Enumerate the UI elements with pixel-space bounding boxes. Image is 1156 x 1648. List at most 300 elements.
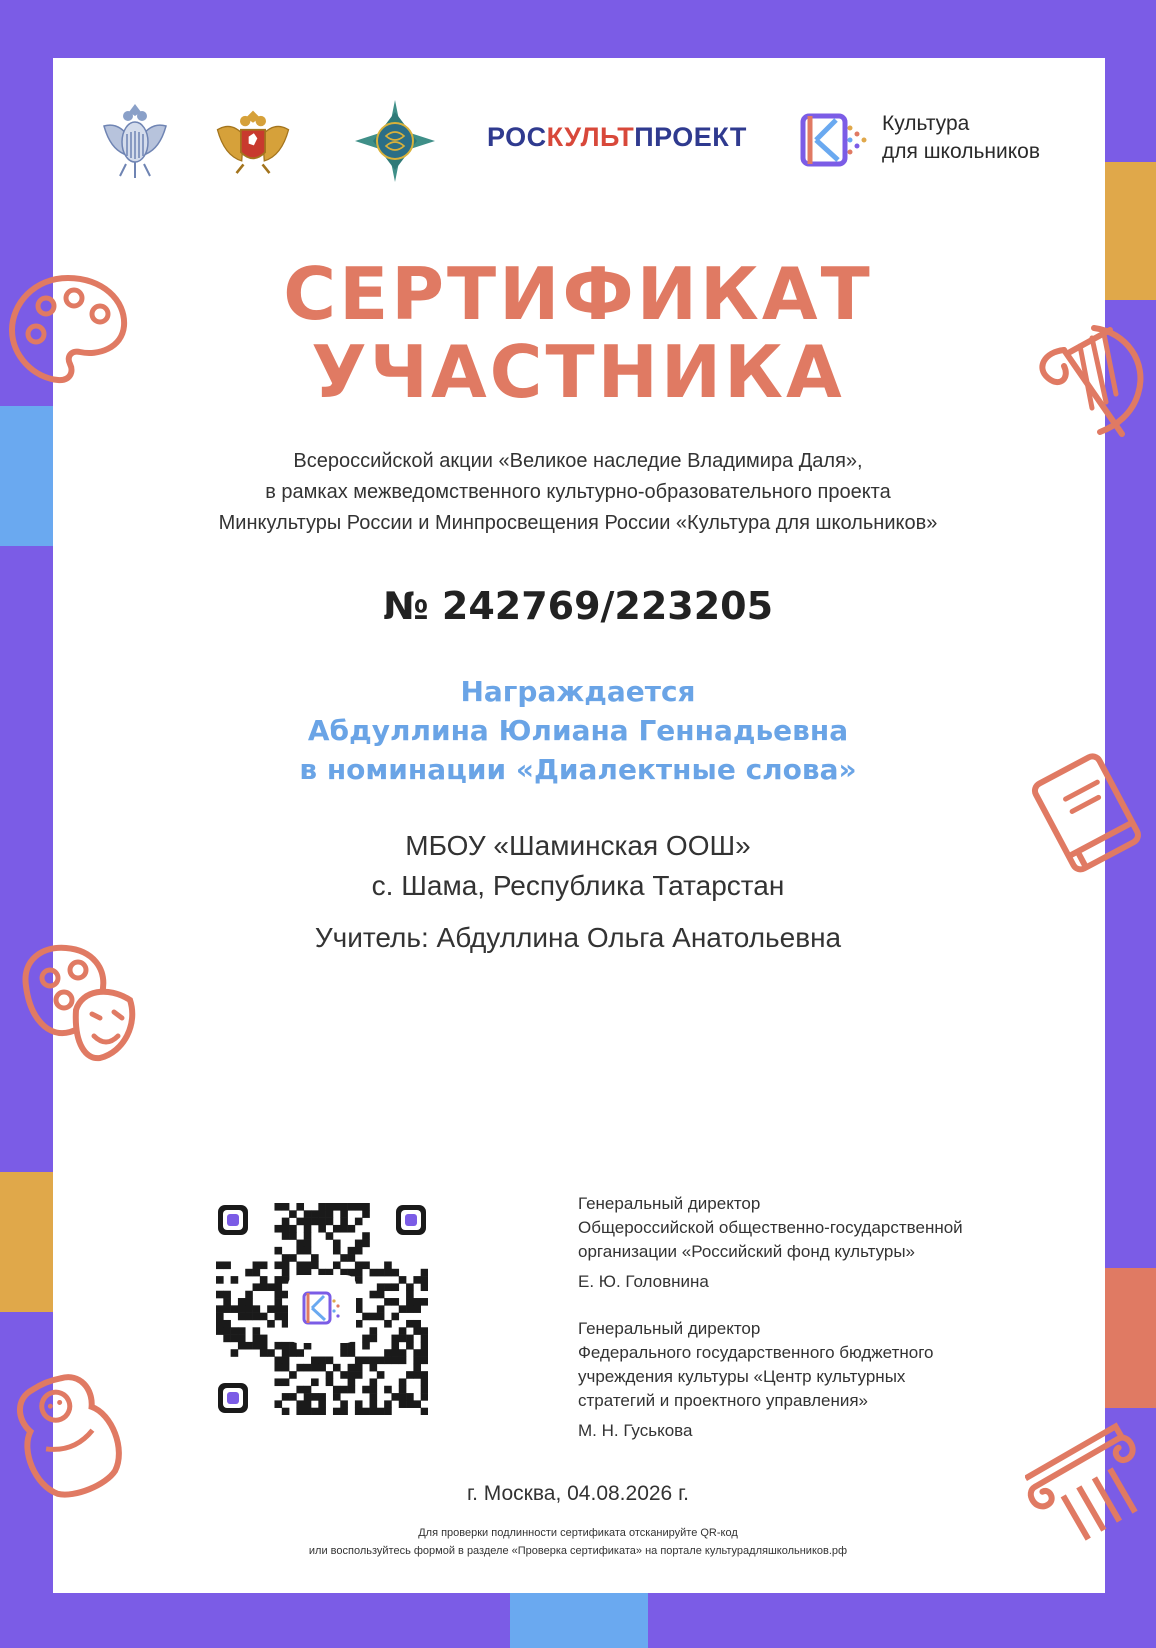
qr-module [333,1247,341,1255]
qr-module [311,1254,319,1262]
culture-fund-emblem-icon [350,98,440,184]
qr-module [406,1371,414,1379]
qr-module [311,1364,319,1372]
qr-module [384,1298,392,1306]
qr-module [318,1218,326,1226]
qr-module [413,1357,421,1365]
award-block [0,672,1156,789]
qr-module [421,1357,428,1365]
qr-module [282,1225,290,1233]
qr-module [370,1313,378,1321]
qr-module [304,1247,312,1255]
qr-module [413,1371,421,1379]
qr-module [245,1291,253,1299]
qr-module [311,1218,319,1226]
qr-module [231,1305,239,1313]
qr-module [238,1342,246,1350]
qr-module [355,1364,363,1372]
qr-module [355,1276,363,1284]
qr-module [399,1349,407,1357]
nesting-doll-icon [12,1370,122,1498]
qr-module [245,1298,253,1306]
qr-module [340,1371,348,1379]
qr-module [231,1276,239,1284]
signatory-1-position-line3: организации «Российский фонд культуры» [578,1242,916,1261]
qr-module [253,1342,261,1350]
qr-module [253,1261,261,1269]
qr-module [333,1408,341,1415]
qr-module [413,1400,421,1408]
qr-module [274,1364,282,1372]
qr-module [333,1393,341,1401]
qr-module [282,1261,290,1269]
qr-module [231,1327,239,1335]
intro-line3: Минкультуры России и Минпросвещения России «Культура для школьников» [218,512,938,534]
qr-module [413,1320,421,1328]
qr-module [282,1254,290,1262]
qr-module [362,1232,370,1240]
qr-module [377,1291,385,1299]
kultura-dlya-shkolnikov-logo-text [882,110,1040,166]
qr-module [421,1283,428,1291]
qr-finder-bottom-left [218,1383,248,1413]
qr-module [370,1327,378,1335]
qr-module [231,1349,239,1357]
qr-module [274,1283,282,1291]
qr-module [355,1247,363,1255]
qr-module [421,1269,428,1277]
qr-module [399,1276,407,1284]
qr-module [362,1335,370,1343]
qr-module [318,1210,326,1218]
certificate-number: № 242769/223205 [382,584,774,628]
qr-module [311,1408,319,1415]
qr-module [238,1335,246,1343]
qr-module [216,1276,224,1284]
qr-module [391,1357,399,1365]
qr-module [370,1378,378,1386]
qr-module [421,1327,428,1335]
qr-module [333,1203,341,1211]
kds-line2: для школьников [882,140,1040,163]
qr-module [238,1313,246,1321]
qr-module [296,1364,304,1372]
qr-module [384,1283,392,1291]
qr-module [370,1364,378,1372]
qr-module [340,1254,348,1262]
qr-module [326,1371,334,1379]
qr-module [362,1386,370,1394]
qr-module [318,1408,326,1415]
qr-module [355,1357,363,1365]
qr-module [260,1261,268,1269]
qr-module [333,1386,341,1394]
award-nomination: в номинации «Диалектные слова» [299,753,857,786]
qr-module [355,1305,363,1313]
qr-module [348,1203,356,1211]
qr-module [296,1218,304,1226]
qr-module [260,1335,268,1343]
qr-module [304,1218,312,1226]
qr-module [282,1218,290,1226]
certificate-title-line2: УЧАСТНИКА [311,330,845,414]
signatory-2-position-line1: Генеральный директор [578,1319,761,1338]
qr-module [304,1261,312,1269]
qr-module [355,1269,363,1277]
qr-module [340,1349,348,1357]
qr-module [421,1386,428,1394]
qr-module [406,1291,414,1299]
qr-module [238,1327,246,1335]
qr-module [406,1393,414,1401]
frame-band-left-gold [0,1172,53,1312]
qr-module [282,1364,290,1372]
qr-module [274,1225,282,1233]
qr-module [216,1261,224,1269]
qr-module [377,1283,385,1291]
qr-module [340,1225,348,1233]
awardee-name: Абдуллина Юлиана Геннадьевна [307,714,849,747]
qr-module [391,1335,399,1343]
qr-module [370,1386,378,1394]
qr-module [304,1210,312,1218]
qr-module [318,1364,326,1372]
qr-module [413,1305,421,1313]
qr-module [421,1349,428,1357]
kds-line1: Культура [882,112,970,135]
qr-module [296,1400,304,1408]
qr-module [370,1269,378,1277]
qr-module [377,1371,385,1379]
qr-module [289,1254,297,1262]
qr-module [260,1349,268,1357]
qr-module [304,1393,312,1401]
qr-module [253,1327,261,1335]
qr-module [421,1298,428,1306]
qr-module [296,1386,304,1394]
qr-module [267,1305,275,1313]
qr-module [282,1357,290,1365]
qr-module [348,1364,356,1372]
roskultproekt-logo: РОСКУЛЬТПРОЕКТ [487,122,747,152]
qr-module [370,1393,378,1401]
qr-module [377,1313,385,1321]
qr-module [245,1305,253,1313]
qr-module [253,1313,261,1321]
qr-module [362,1342,370,1350]
qr-module [216,1320,224,1328]
ministry-of-education-emblem-icon [214,98,292,184]
qr-module [399,1400,407,1408]
qr-module [370,1408,378,1415]
place-and-date: г. Москва, 04.08.2026 г. [467,1482,689,1505]
qr-module [304,1232,312,1240]
qr-module [245,1313,253,1321]
signatory-1-position-line2: Общероссийской общественно-государственной [578,1218,963,1237]
qr-module [223,1305,231,1313]
qr-module [274,1276,282,1284]
qr-module [406,1305,414,1313]
qr-module [216,1313,224,1321]
qr-module [377,1357,385,1365]
verification-note [0,1524,1156,1560]
qr-module [318,1357,326,1365]
qr-module [318,1393,326,1401]
qr-module [296,1247,304,1255]
award-line1: Награждается [460,675,696,708]
qr-module [333,1240,341,1248]
qr-module [355,1298,363,1306]
qr-module [340,1342,348,1350]
qr-module [274,1203,282,1211]
qr-module [362,1408,370,1415]
qr-module [289,1210,297,1218]
qr-module [282,1408,290,1415]
signatory-1-name: Е. Ю. Головнина [578,1272,709,1291]
qr-module [311,1210,319,1218]
qr-module [384,1320,392,1328]
qr-module [348,1254,356,1262]
qr-module [406,1320,414,1328]
qr-module [274,1291,282,1299]
qr-module [406,1335,414,1343]
qr-module [333,1225,341,1233]
qr-module [421,1408,428,1415]
qr-module [391,1393,399,1401]
qr-module [355,1218,363,1226]
qr-module [304,1342,312,1350]
qr-module [253,1269,261,1277]
qr-module [355,1240,363,1248]
qr-module [355,1371,363,1379]
qr-module [421,1335,428,1343]
qr-module [289,1342,297,1350]
qr-module [289,1225,297,1233]
qr-module [253,1305,261,1313]
qr-module [296,1240,304,1248]
qr-module [384,1386,392,1394]
qr-module [391,1313,399,1321]
qr-module [384,1261,392,1269]
qr-module [282,1378,290,1386]
qr-module [362,1210,370,1218]
qr-module [362,1203,370,1211]
qr-module [355,1400,363,1408]
theater-masks-icon [12,940,142,1070]
qr-module [238,1298,246,1306]
qr-module [304,1408,312,1415]
qr-module [362,1261,370,1269]
qr-module [282,1342,290,1350]
qr-module [304,1364,312,1372]
qr-module [245,1342,253,1350]
teacher-name: Учитель: Абдуллина Ольга Анатольевна [314,922,842,953]
qr-module [267,1283,275,1291]
qr-module [406,1342,414,1350]
qr-module [311,1378,319,1386]
qr-module [274,1342,282,1350]
qr-module [326,1357,334,1365]
qr-module [223,1320,231,1328]
intro-line2: в рамках межведомственного культурно-образовательного проекта [265,481,891,503]
qr-module [311,1393,319,1401]
qr-module [223,1327,231,1335]
qr-module [421,1342,428,1350]
qr-module [370,1291,378,1299]
qr-module [304,1386,312,1394]
qr-module [318,1400,326,1408]
qr-module [296,1203,304,1211]
qr-module [340,1400,348,1408]
certificate-title-line1: СЕРТИФИКАТ [283,252,873,336]
qr-module [326,1378,334,1386]
qr-module [348,1378,356,1386]
qr-module [223,1291,231,1299]
qr-module [370,1357,378,1365]
qr-finder-top-right [396,1205,426,1235]
qr-module [282,1276,290,1284]
qr-module [384,1349,392,1357]
qr-module [391,1349,399,1357]
qr-module [296,1261,304,1269]
qr-module [340,1408,348,1415]
qr-module [216,1291,224,1299]
qr-module [406,1298,414,1306]
signatory-1 [578,1192,963,1294]
qr-module [399,1378,407,1386]
qr-module [391,1298,399,1306]
qr-module [304,1225,312,1233]
qr-module [421,1393,428,1401]
qr-module [304,1400,312,1408]
qr-module [260,1313,268,1321]
qr-module [274,1261,282,1269]
qr-module [399,1357,407,1365]
qr-module [289,1349,297,1357]
qr-module [289,1393,297,1401]
kultura-dlya-shkolnikov-logo-icon [800,110,870,170]
qr-module [384,1400,392,1408]
qr-module [267,1349,275,1357]
qr-module [282,1349,290,1357]
signatory-2-position-line3: учреждения культуры «Центр культурных [578,1367,906,1386]
qr-module [326,1232,334,1240]
qr-module [326,1203,334,1211]
qr-module [282,1232,290,1240]
qr-module [362,1357,370,1365]
qr-module [260,1342,268,1350]
qr-module [245,1269,253,1277]
qr-module [421,1276,428,1284]
intro-line1: Всероссийской акции «Великое наследие Владимира Даля», [293,450,863,472]
signatory-2 [578,1317,933,1443]
palette-icon [8,270,130,388]
qr-module [274,1305,282,1313]
school-location: с. Шама, Республика Татарстан [371,870,785,901]
qr-module [377,1408,385,1415]
signatory-2-name: М. Н. Гуськова [578,1421,693,1440]
qr-module [348,1247,356,1255]
qr-module [238,1305,246,1313]
qr-module [399,1335,407,1343]
qr-module [253,1335,261,1343]
qr-module [384,1357,392,1365]
qr-module [377,1305,385,1313]
qr-module [406,1283,414,1291]
qr-module [274,1357,282,1365]
qr-logo-background [288,1275,356,1343]
school-block [0,826,1156,906]
qr-module [311,1357,319,1365]
verification-note-line1: Для проверки подлинности сертификата отсканируйте QR-код [418,1527,738,1539]
column-capital-icon [1025,1420,1150,1542]
signatory-2-position-line4: стратегий и проектного управления» [578,1391,869,1410]
qr-module [362,1240,370,1248]
qr-module [391,1342,399,1350]
verification-note-line2: или воспользуйтесь формой в разделе «Проверка сертификата» на портале культурадляшкольников.рф [308,1545,848,1557]
qr-module [340,1203,348,1211]
qr-module [296,1349,304,1357]
book-icon [1030,745,1150,877]
qr-module [413,1364,421,1372]
qr-module [274,1400,282,1408]
qr-module [253,1283,261,1291]
qr-module [326,1218,334,1226]
qr-module [399,1327,407,1335]
qr-module [370,1400,378,1408]
qr-module [348,1342,356,1350]
qr-module [223,1298,231,1306]
qr-module [406,1400,414,1408]
intro-text [0,446,1156,539]
qr-module [340,1210,348,1218]
qr-module [399,1393,407,1401]
qr-module [282,1203,290,1211]
qr-module [391,1283,399,1291]
qr-module [399,1386,407,1394]
qr-module [289,1232,297,1240]
qr-module [318,1203,326,1211]
qr-module [355,1408,363,1415]
qr-module [384,1269,392,1277]
ministry-of-culture-emblem-icon [96,98,174,184]
qr-module [289,1371,297,1379]
qr-module [421,1371,428,1379]
qr-module [377,1269,385,1277]
qr-module [362,1313,370,1321]
qr-module [304,1240,312,1248]
qr-module [274,1378,282,1386]
qr-module [296,1408,304,1415]
signatory-1-position-line1: Генеральный директор [578,1194,761,1213]
qr-module [355,1320,363,1328]
qr-module [223,1335,231,1343]
qr-module [399,1305,407,1313]
qr-module [413,1298,421,1306]
qr-module [282,1269,290,1277]
qr-module [348,1371,356,1379]
qr-module [348,1225,356,1233]
qr-module [355,1261,363,1269]
qr-module [333,1261,341,1269]
qr-module [231,1335,239,1343]
qr-code[interactable] [216,1203,428,1415]
qr-finder-top-left [218,1205,248,1235]
qr-module [274,1247,282,1255]
frame-band-right-coral [1105,1268,1156,1408]
signatory-2-position-line2: Федерального государственного бюджетного [578,1343,934,1362]
qr-module [340,1218,348,1226]
